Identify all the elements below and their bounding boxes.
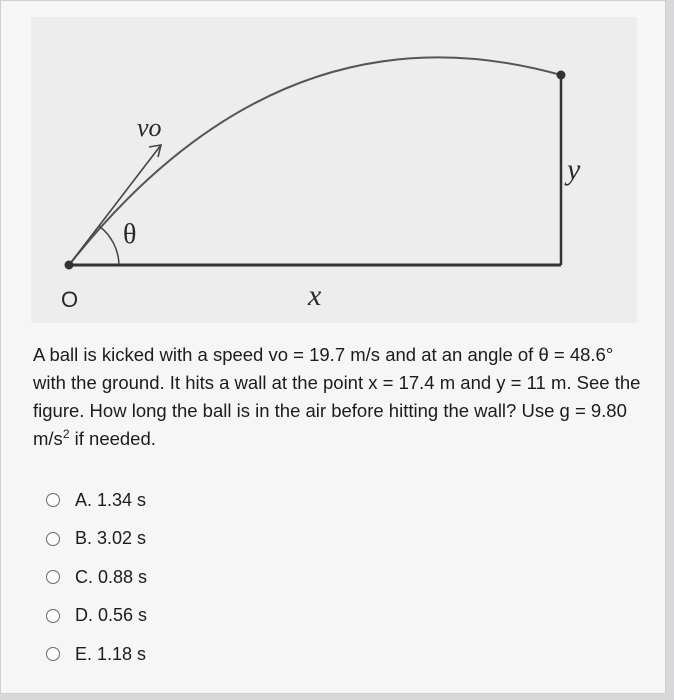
radio-a[interactable] xyxy=(46,493,60,507)
radio-c[interactable] xyxy=(46,570,60,584)
question-text xyxy=(33,341,643,453)
impact-point xyxy=(557,71,566,80)
origin-label: O xyxy=(61,287,79,312)
answer-options xyxy=(46,481,147,674)
v0-label: vo xyxy=(137,113,162,142)
option-c[interactable] xyxy=(46,558,147,597)
trajectory-curve xyxy=(69,57,561,265)
theta-label: θ xyxy=(123,219,137,250)
option-c-label: C. 0.88 s xyxy=(75,566,148,587)
radio-d[interactable] xyxy=(46,609,60,623)
angle-arc xyxy=(99,226,119,265)
y-label: y xyxy=(567,153,581,186)
question-text-main: A ball is kicked with a speed vo = 19.7 m/s and at an angle of θ = 48.6° with the ground. It hits a wall at the point x = 17.4 m and y = 11 m. See the figure. How long the ball is in the air before hitting the wall? Use g = 9.80 m/s xyxy=(33,344,641,449)
projectile-diagram xyxy=(31,17,637,323)
projectile-figure xyxy=(31,17,637,323)
option-d[interactable] xyxy=(46,597,147,636)
option-e-label: E. 1.18 s xyxy=(75,643,147,664)
origin-point xyxy=(65,261,74,270)
x-label: x xyxy=(308,279,322,312)
radio-e[interactable] xyxy=(46,647,60,661)
question-superscript: 2 xyxy=(62,426,70,441)
option-a[interactable] xyxy=(46,481,147,520)
radio-b[interactable] xyxy=(46,532,60,546)
option-b-label: B. 3.02 s xyxy=(75,528,147,549)
option-b[interactable] xyxy=(46,520,147,559)
question-text-end: if needed. xyxy=(69,428,156,449)
option-e[interactable] xyxy=(46,635,147,674)
option-a-label: A. 1.34 s xyxy=(75,489,147,510)
option-d-label: D. 0.56 s xyxy=(75,605,148,626)
